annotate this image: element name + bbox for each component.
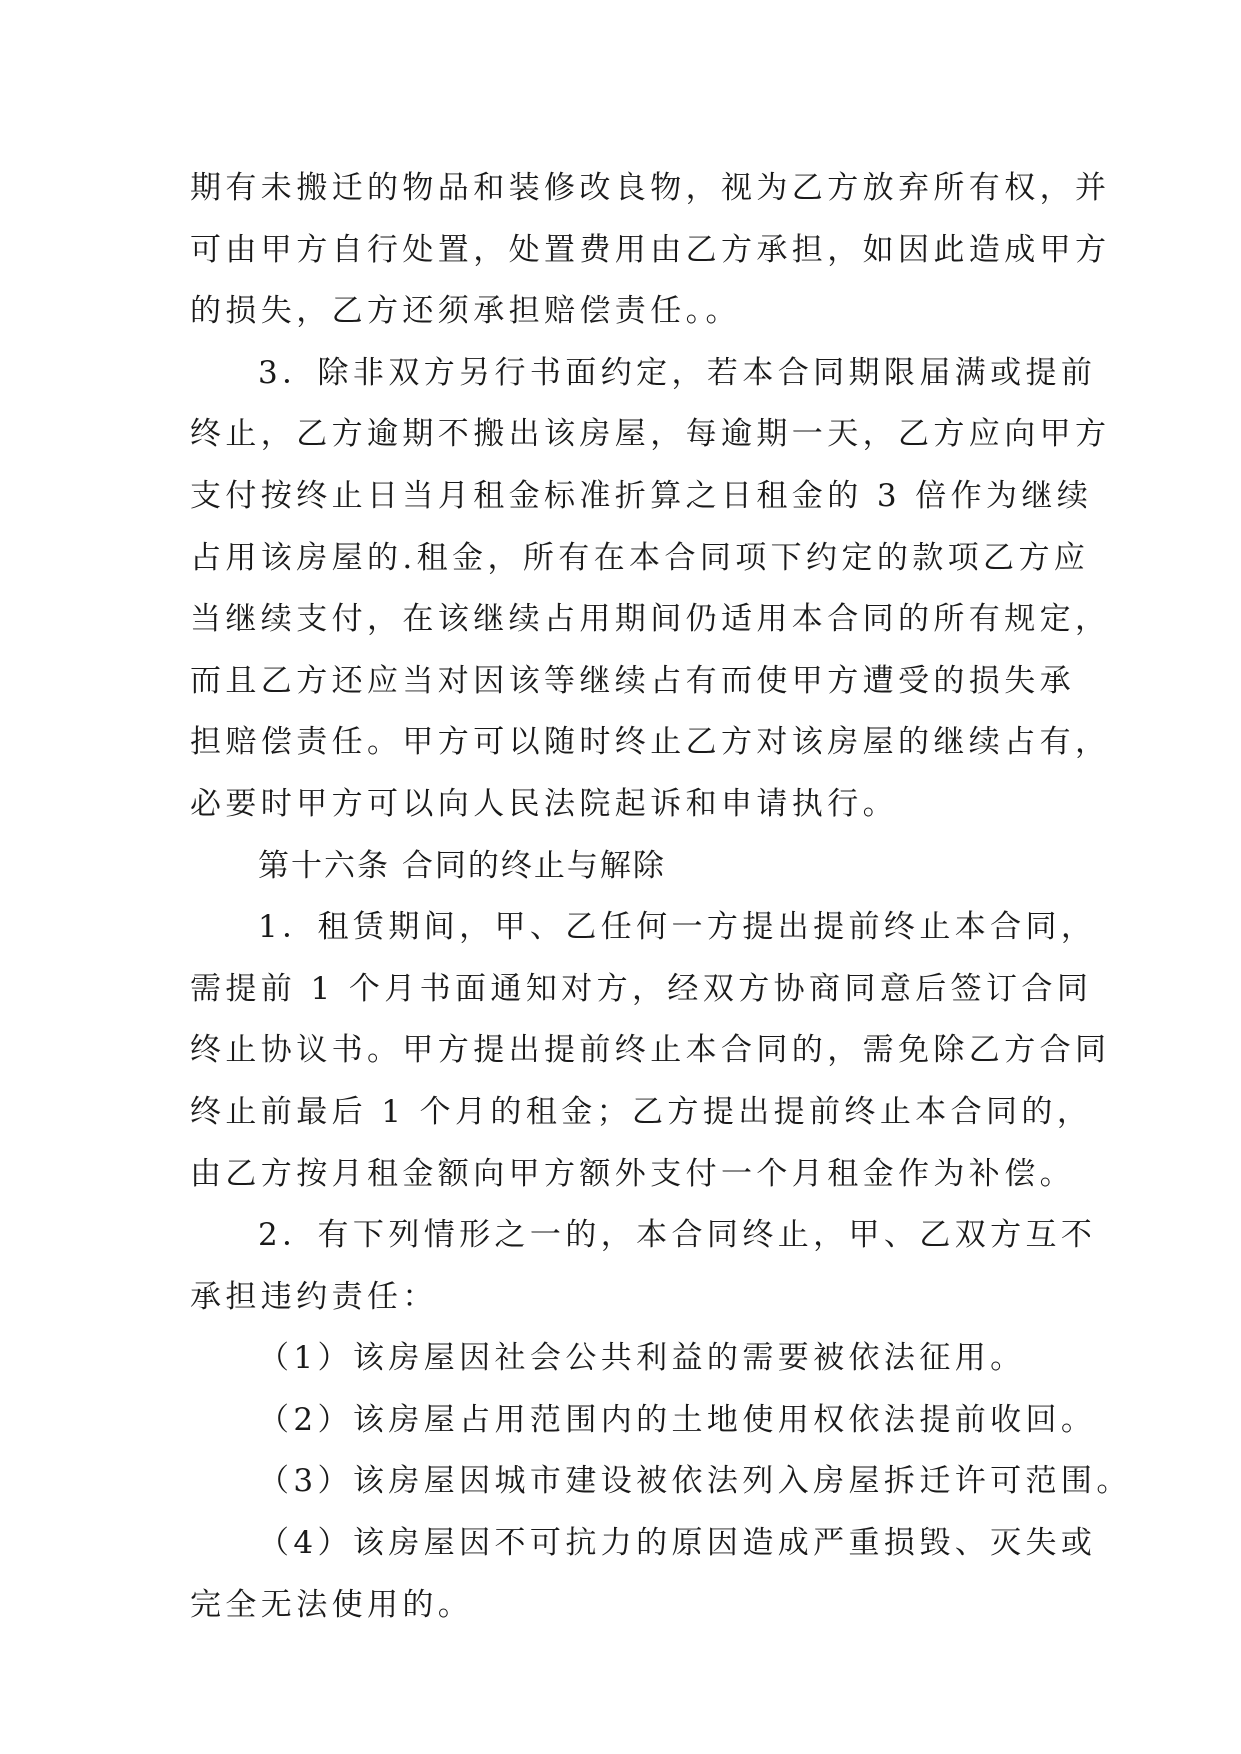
- body-line-2: 可由甲方自行处置，处置费用由乙方承担，如因此造成甲方: [190, 231, 1111, 268]
- body-line-10: 担赔偿责任。甲方可以随时终止乙方对该房屋的继续占有，: [190, 724, 1111, 761]
- body-line-5: 终止，乙方逾期不搬出该房屋，每逾期一天，乙方应向甲方: [190, 416, 1111, 453]
- article-16-heading: 第十六条 合同的终止与解除: [258, 847, 666, 884]
- body-line-1: 期有未搬迁的物品和装修改良物，视为乙方放弃所有权，并: [190, 170, 1111, 206]
- clause-3-start: 3．除非双方另行书面约定，若本合同期限届满或提前: [258, 354, 1097, 391]
- body-line-14: 需提前 1 个月书面通知对方，经双方协商同意后签订合同: [190, 970, 1093, 1007]
- body-line-3: 的损失，乙方还须承担赔偿责任。。: [190, 293, 741, 330]
- body-line-19: 承担违约责任：: [190, 1278, 438, 1315]
- body-line-24: 完全无法使用的。: [190, 1586, 474, 1623]
- body-line-6: 支付按终止日当月租金标准折算之日租金的 3 倍作为继续: [190, 477, 1093, 514]
- body-line-16: 终止前最后 1 个月的租金；乙方提出提前终止本合同的，: [190, 1093, 1093, 1130]
- body-line-8: 当继续支付，在该继续占用期间仍适用本合同的所有规定，: [190, 601, 1111, 638]
- body-line-15: 终止协议书。甲方提出提前终止本合同的，需免除乙方合同: [190, 1032, 1111, 1069]
- body-line-9: 而且乙方还应当对因该等继续占有而使甲方遭受的损失承: [190, 662, 1075, 699]
- list-item-4: （4）该房屋因不可抗力的原因造成严重损毁、灭失或: [258, 1525, 1097, 1562]
- clause-1-start: 1．租赁期间，甲、乙任何一方提出提前终止本合同，: [258, 909, 1097, 946]
- list-item-3: （3）该房屋因城市建设被依法列入房屋拆迁许可范围。: [258, 1463, 1132, 1500]
- document-body: [190, 158, 1132, 1636]
- body-line-11: 必要时甲方可以向人民法院起诉和申请执行。: [190, 785, 898, 822]
- list-item-1: （1）该房屋因社会公共利益的需要被依法征用。: [258, 1340, 1026, 1377]
- body-line-17: 由乙方按月租金额向甲方额外支付一个月租金作为补偿。: [190, 1155, 1075, 1192]
- list-item-2: （2）该房屋占用范围内的土地使用权依法提前收回。: [258, 1401, 1097, 1438]
- body-line-7: 占用该房屋的.租金，所有在本合同项下约定的款项乙方应: [190, 539, 1090, 576]
- clause-2-start: 2．有下列情形之一的，本合同终止，甲、乙双方互不: [258, 1217, 1097, 1254]
